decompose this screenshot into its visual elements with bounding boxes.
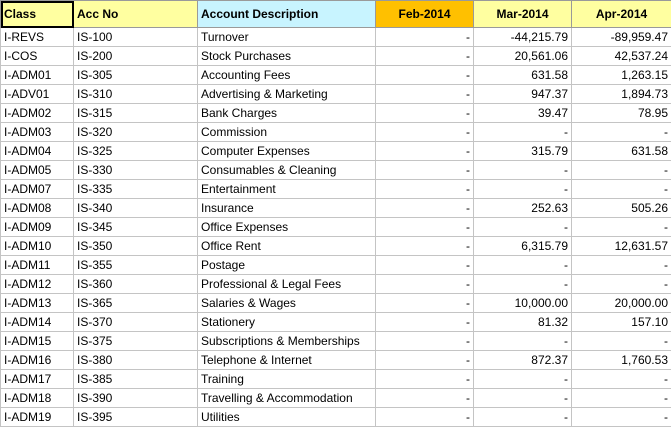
mar-2014-cell[interactable]: 872.37 [474,351,572,370]
feb-2014-cell[interactable]: - [376,332,474,351]
description-cell[interactable]: Entertainment [198,180,376,199]
apr-2014-cell[interactable]: 1,263.15 [572,66,671,85]
apr-2014-cell[interactable]: 1,894.73 [572,85,671,104]
feb-2014-cell[interactable]: - [376,123,474,142]
class-cell[interactable]: I-ADM05 [1,161,74,180]
class-cell[interactable]: I-ADM12 [1,275,74,294]
header-row [1,1,671,28]
table-row [1,313,671,332]
feb-2014-cell[interactable]: - [376,218,474,237]
class-cell[interactable]: I-ADM07 [1,180,74,199]
acc-no-cell[interactable]: IS-100 [74,28,198,47]
mar-2014-cell[interactable]: -44,215.79 [474,28,572,47]
mar-2014-cell[interactable]: - [474,408,572,427]
feb-2014-cell[interactable]: - [376,199,474,218]
acc-no-cell[interactable]: IS-325 [74,142,198,161]
feb-2014-cell[interactable]: - [376,389,474,408]
mar-2014-cell[interactable]: 947.37 [474,85,572,104]
feb-2014-cell[interactable]: - [376,351,474,370]
acc-no-cell[interactable]: IS-315 [74,104,198,123]
acc-no-cell[interactable]: IS-375 [74,332,198,351]
description-cell[interactable]: Stationery [198,313,376,332]
class-cell[interactable]: I-ADM19 [1,408,74,427]
class-cell[interactable]: I-ADM18 [1,389,74,408]
table-row [1,161,671,180]
mar-2014-cell[interactable]: 81.32 [474,313,572,332]
description-cell[interactable]: Utilities [198,408,376,427]
apr-2014-cell[interactable]: - [572,275,671,294]
acc-no-cell[interactable]: IS-395 [74,408,198,427]
header-apr-2014-cell[interactable]: Apr-2014 [572,1,671,28]
acc-no-cell[interactable]: IS-305 [74,66,198,85]
class-cell[interactable]: I-ADM11 [1,256,74,275]
mar-2014-cell[interactable]: - [474,256,572,275]
feb-2014-cell[interactable]: - [376,313,474,332]
mar-2014-cell[interactable]: - [474,389,572,408]
class-cell[interactable]: I-ADM08 [1,199,74,218]
acc-no-cell[interactable]: IS-345 [74,218,198,237]
feb-2014-cell[interactable]: - [376,161,474,180]
class-cell[interactable]: I-ADM01 [1,66,74,85]
description-cell[interactable]: Computer Expenses [198,142,376,161]
mar-2014-cell[interactable]: - [474,161,572,180]
table-row [1,28,671,47]
mar-2014-cell[interactable]: 6,315.79 [474,237,572,256]
apr-2014-cell[interactable]: - [572,256,671,275]
class-cell[interactable]: I-ADM02 [1,104,74,123]
feb-2014-cell[interactable]: - [376,275,474,294]
apr-2014-cell[interactable]: 157.10 [572,313,671,332]
feb-2014-cell[interactable]: - [376,370,474,389]
table-row [1,389,671,408]
description-cell[interactable]: Postage [198,256,376,275]
table-row [1,85,671,104]
mar-2014-cell[interactable]: - [474,123,572,142]
feb-2014-cell[interactable]: - [376,104,474,123]
acc-no-cell[interactable]: IS-200 [74,47,198,66]
table-row [1,123,671,142]
table-row [1,256,671,275]
feb-2014-cell[interactable]: - [376,85,474,104]
apr-2014-cell[interactable]: 20,000.00 [572,294,671,313]
header-class-cell[interactable]: Class [1,1,74,28]
apr-2014-cell[interactable]: 1,760.53 [572,351,671,370]
description-cell[interactable]: Turnover [198,28,376,47]
table-row [1,218,671,237]
acc-no-cell[interactable]: IS-310 [74,85,198,104]
description-cell[interactable]: Office Expenses [198,218,376,237]
apr-2014-cell[interactable]: - [572,180,671,199]
table-row [1,275,671,294]
description-cell[interactable]: Insurance [198,199,376,218]
apr-2014-cell[interactable]: - [572,161,671,180]
apr-2014-cell[interactable]: - [572,370,671,389]
table-row [1,104,671,123]
feb-2014-cell[interactable]: - [376,237,474,256]
table-row [1,199,671,218]
table-row [1,47,671,66]
acc-no-cell[interactable]: IS-355 [74,256,198,275]
class-cell[interactable]: I-ADM14 [1,313,74,332]
mar-2014-cell[interactable]: 39.47 [474,104,572,123]
header-description-cell[interactable]: Account Description [198,1,376,28]
acc-no-cell[interactable]: IS-350 [74,237,198,256]
mar-2014-cell[interactable]: - [474,218,572,237]
acc-no-cell[interactable]: IS-340 [74,199,198,218]
description-cell[interactable]: Stock Purchases [198,47,376,66]
apr-2014-cell[interactable]: - [572,332,671,351]
apr-2014-cell[interactable]: - [572,218,671,237]
mar-2014-cell[interactable]: 631.58 [474,66,572,85]
feb-2014-cell[interactable]: - [376,408,474,427]
table-row [1,370,671,389]
class-cell[interactable]: I-ADM09 [1,218,74,237]
apr-2014-cell[interactable]: 631.58 [572,142,671,161]
class-cell[interactable]: I-ADM17 [1,370,74,389]
description-cell[interactable]: Training [198,370,376,389]
mar-2014-cell[interactable]: - [474,275,572,294]
mar-2014-cell[interactable]: - [474,370,572,389]
acc-no-cell[interactable]: IS-365 [74,294,198,313]
class-cell[interactable]: I-ADM13 [1,294,74,313]
acc-no-cell[interactable]: IS-370 [74,313,198,332]
table-row [1,294,671,313]
table-row [1,66,671,85]
header-mar-2014-cell[interactable]: Mar-2014 [474,1,572,28]
table-row [1,180,671,199]
table-row [1,237,671,256]
feb-2014-cell[interactable]: - [376,180,474,199]
apr-2014-cell[interactable]: - [572,389,671,408]
mar-2014-cell[interactable]: 10,000.00 [474,294,572,313]
class-cell[interactable]: I-ADM10 [1,237,74,256]
class-cell[interactable]: I-ADM16 [1,351,74,370]
feb-2014-cell[interactable]: - [376,28,474,47]
class-cell[interactable]: I-ADV01 [1,85,74,104]
table-row [1,351,671,370]
acc-no-cell[interactable]: IS-390 [74,389,198,408]
class-cell[interactable]: I-REVS [1,28,74,47]
description-cell[interactable]: Subscriptions & Memberships [198,332,376,351]
acc-no-cell[interactable]: IS-380 [74,351,198,370]
class-cell[interactable]: I-ADM03 [1,123,74,142]
mar-2014-cell[interactable]: 315.79 [474,142,572,161]
description-cell[interactable]: Telephone & Internet [198,351,376,370]
feb-2014-cell[interactable]: - [376,294,474,313]
apr-2014-cell[interactable]: 12,631.57 [572,237,671,256]
apr-2014-cell[interactable]: 42,537.24 [572,47,671,66]
description-cell[interactable]: Travelling & Accommodation [198,389,376,408]
description-cell[interactable]: Commission [198,123,376,142]
feb-2014-cell[interactable]: - [376,66,474,85]
description-cell[interactable]: Salaries & Wages [198,294,376,313]
acc-no-cell[interactable]: IS-360 [74,275,198,294]
apr-2014-cell[interactable]: - [572,123,671,142]
class-cell[interactable]: I-COS [1,47,74,66]
class-cell[interactable]: I-ADM04 [1,142,74,161]
table-row [1,332,671,351]
table-row [1,142,671,161]
apr-2014-cell[interactable]: -89,959.47 [572,28,671,47]
mar-2014-cell[interactable]: 252.63 [474,199,572,218]
apr-2014-cell[interactable]: - [572,408,671,427]
table-body [1,28,671,427]
acc-no-cell[interactable]: IS-320 [74,123,198,142]
feb-2014-cell[interactable]: - [376,47,474,66]
apr-2014-cell[interactable]: 505.26 [572,199,671,218]
description-cell[interactable]: Advertising & Marketing [198,85,376,104]
apr-2014-cell[interactable]: 78.95 [572,104,671,123]
acc-no-cell[interactable]: IS-385 [74,370,198,389]
acc-no-cell[interactable]: IS-335 [74,180,198,199]
class-cell[interactable]: I-ADM15 [1,332,74,351]
description-cell[interactable]: Consumables & Cleaning [198,161,376,180]
mar-2014-cell[interactable]: 20,561.06 [474,47,572,66]
description-cell[interactable]: Office Rent [198,237,376,256]
acc-no-cell[interactable]: IS-330 [74,161,198,180]
description-cell[interactable]: Professional & Legal Fees [198,275,376,294]
description-cell[interactable]: Bank Charges [198,104,376,123]
mar-2014-cell[interactable]: - [474,332,572,351]
header-feb-2014-cell[interactable]: Feb-2014 [376,1,474,28]
description-cell[interactable]: Accounting Fees [198,66,376,85]
mar-2014-cell[interactable]: - [474,180,572,199]
header-acc-no-cell[interactable]: Acc No [74,1,198,28]
feb-2014-cell[interactable]: - [376,142,474,161]
feb-2014-cell[interactable]: - [376,256,474,275]
